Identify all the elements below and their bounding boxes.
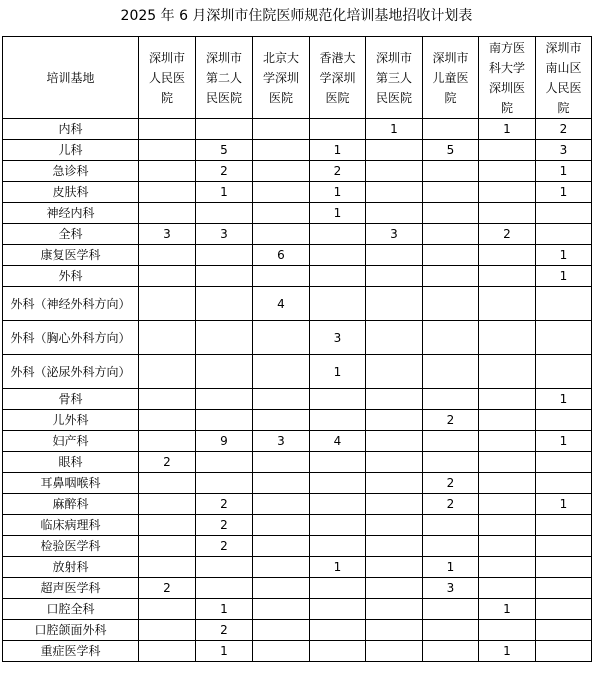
- quota-cell: 3: [423, 578, 479, 599]
- department-cell: 全科: [3, 224, 139, 245]
- quota-cell: 1: [479, 641, 536, 662]
- quota-cell: [366, 355, 423, 389]
- quota-cell: 1: [536, 494, 592, 515]
- quota-cell: [196, 452, 253, 473]
- quota-cell: [310, 599, 366, 620]
- quota-cell: 2: [423, 410, 479, 431]
- quota-cell: 2: [196, 515, 253, 536]
- quota-cell: [139, 431, 196, 452]
- table-row: [3, 620, 592, 641]
- quota-cell: [139, 389, 196, 410]
- quota-cell: [423, 245, 479, 266]
- quota-cell: 1: [536, 161, 592, 182]
- department-cell: 耳鼻咽喉科: [3, 473, 139, 494]
- quota-cell: [253, 119, 310, 140]
- quota-cell: [479, 182, 536, 203]
- quota-cell: [479, 557, 536, 578]
- quota-cell: [253, 578, 310, 599]
- quota-cell: [310, 410, 366, 431]
- quota-cell: [366, 557, 423, 578]
- quota-cell: [139, 515, 196, 536]
- quota-cell: [196, 557, 253, 578]
- table-row: [3, 389, 592, 410]
- table-row: [3, 557, 592, 578]
- table-row: [3, 431, 592, 452]
- quota-cell: 1: [536, 431, 592, 452]
- quota-cell: [253, 494, 310, 515]
- department-cell: 儿科: [3, 140, 139, 161]
- quota-cell: [253, 182, 310, 203]
- table-row: [3, 140, 592, 161]
- quota-cell: [536, 203, 592, 224]
- quota-cell: [310, 119, 366, 140]
- table-row: [3, 452, 592, 473]
- quota-cell: [479, 355, 536, 389]
- quota-cell: [366, 245, 423, 266]
- quota-cell: [366, 452, 423, 473]
- quota-cell: 1: [310, 140, 366, 161]
- table-body: [3, 119, 592, 662]
- hospital-header: 深圳市第三人民医院: [366, 37, 423, 119]
- quota-cell: [253, 203, 310, 224]
- quota-cell: [253, 452, 310, 473]
- quota-cell: [139, 620, 196, 641]
- table-row: [3, 224, 592, 245]
- department-cell: 神经内科: [3, 203, 139, 224]
- quota-cell: [366, 494, 423, 515]
- quota-cell: [423, 182, 479, 203]
- quota-cell: [196, 578, 253, 599]
- quota-cell: [479, 536, 536, 557]
- quota-cell: 2: [196, 494, 253, 515]
- department-cell: 皮肤科: [3, 182, 139, 203]
- quota-cell: [310, 578, 366, 599]
- quota-cell: [196, 203, 253, 224]
- quota-cell: [253, 266, 310, 287]
- quota-cell: [479, 578, 536, 599]
- table-row: [3, 473, 592, 494]
- quota-cell: [479, 410, 536, 431]
- quota-cell: [423, 599, 479, 620]
- quota-cell: [310, 224, 366, 245]
- department-cell: 内科: [3, 119, 139, 140]
- quota-cell: 1: [310, 355, 366, 389]
- quota-cell: [310, 641, 366, 662]
- quota-cell: [139, 321, 196, 355]
- quota-cell: [536, 224, 592, 245]
- table-row: [3, 287, 592, 321]
- department-cell: 口腔全科: [3, 599, 139, 620]
- quota-cell: 1: [536, 266, 592, 287]
- quota-cell: [139, 140, 196, 161]
- quota-cell: [366, 287, 423, 321]
- quota-cell: [366, 515, 423, 536]
- department-cell: 康复医学科: [3, 245, 139, 266]
- quota-cell: [479, 473, 536, 494]
- quota-cell: 1: [366, 119, 423, 140]
- department-cell: 临床病理科: [3, 515, 139, 536]
- quota-cell: 1: [310, 203, 366, 224]
- quota-cell: 4: [310, 431, 366, 452]
- quota-cell: [196, 266, 253, 287]
- hospital-header: 深圳市第二人民医院: [196, 37, 253, 119]
- quota-cell: [139, 473, 196, 494]
- document-title: 2025 年 6 月深圳市住院医师规范化培训基地招收计划表: [120, 8, 473, 24]
- quota-cell: [139, 287, 196, 321]
- quota-cell: [423, 641, 479, 662]
- quota-cell: [366, 161, 423, 182]
- table-row: [3, 641, 592, 662]
- quota-cell: [366, 266, 423, 287]
- quota-cell: [310, 536, 366, 557]
- quota-cell: [479, 452, 536, 473]
- quota-cell: [423, 287, 479, 321]
- quota-cell: [536, 355, 592, 389]
- department-cell: 外科（泌尿外科方向）: [3, 355, 139, 389]
- quota-cell: [253, 410, 310, 431]
- quota-cell: [366, 182, 423, 203]
- quota-cell: 2: [196, 161, 253, 182]
- quota-cell: [423, 266, 479, 287]
- quota-cell: [196, 355, 253, 389]
- quota-cell: 3: [310, 321, 366, 355]
- quota-cell: [423, 161, 479, 182]
- quota-cell: [423, 452, 479, 473]
- quota-cell: [139, 161, 196, 182]
- quota-cell: [139, 536, 196, 557]
- quota-cell: [536, 641, 592, 662]
- quota-cell: [423, 431, 479, 452]
- quota-cell: [310, 287, 366, 321]
- department-cell: 外科（胸心外科方向）: [3, 321, 139, 355]
- quota-cell: [253, 321, 310, 355]
- header-row: [3, 37, 592, 119]
- quota-cell: [253, 620, 310, 641]
- quota-cell: [479, 140, 536, 161]
- department-cell: 骨科: [3, 389, 139, 410]
- department-cell: 放射科: [3, 557, 139, 578]
- quota-cell: [479, 515, 536, 536]
- quota-cell: [310, 266, 366, 287]
- quota-cell: 1: [310, 557, 366, 578]
- table-row: [3, 578, 592, 599]
- quota-cell: 1: [196, 641, 253, 662]
- quota-cell: 3: [536, 140, 592, 161]
- quota-cell: [479, 321, 536, 355]
- quota-cell: [139, 203, 196, 224]
- quota-cell: [139, 245, 196, 266]
- quota-cell: [310, 452, 366, 473]
- quota-cell: [253, 389, 310, 410]
- table-row: [3, 245, 592, 266]
- quota-cell: [310, 620, 366, 641]
- quota-cell: 4: [253, 287, 310, 321]
- quota-cell: [139, 599, 196, 620]
- quota-cell: 2: [423, 473, 479, 494]
- quota-cell: 2: [423, 494, 479, 515]
- quota-cell: [423, 224, 479, 245]
- quota-cell: [310, 245, 366, 266]
- quota-cell: [366, 536, 423, 557]
- quota-cell: [196, 410, 253, 431]
- quota-cell: [139, 557, 196, 578]
- quota-cell: [479, 389, 536, 410]
- department-cell: 外科（神经外科方向）: [3, 287, 139, 321]
- quota-cell: [366, 578, 423, 599]
- table-row: [3, 494, 592, 515]
- table-row: [3, 515, 592, 536]
- quota-cell: [423, 620, 479, 641]
- quota-cell: [536, 557, 592, 578]
- quota-cell: [139, 119, 196, 140]
- quota-cell: 2: [310, 161, 366, 182]
- quota-cell: [423, 321, 479, 355]
- quota-cell: [253, 536, 310, 557]
- quota-cell: [253, 355, 310, 389]
- quota-cell: [196, 245, 253, 266]
- quota-cell: [536, 452, 592, 473]
- department-cell: 急诊科: [3, 161, 139, 182]
- quota-cell: [366, 203, 423, 224]
- hospital-header: 香港大学深圳医院: [310, 37, 366, 119]
- quota-cell: [310, 389, 366, 410]
- quota-cell: [479, 266, 536, 287]
- quota-cell: 1: [479, 119, 536, 140]
- quota-cell: [366, 473, 423, 494]
- quota-cell: [536, 620, 592, 641]
- quota-cell: [253, 557, 310, 578]
- quota-cell: [479, 245, 536, 266]
- hospital-header: 北京大学深圳医院: [253, 37, 310, 119]
- enrollment-plan-table: [2, 36, 592, 662]
- quota-cell: [536, 599, 592, 620]
- quota-cell: [196, 473, 253, 494]
- quota-cell: [423, 119, 479, 140]
- quota-cell: [253, 599, 310, 620]
- quota-cell: 1: [536, 389, 592, 410]
- quota-cell: [253, 224, 310, 245]
- quota-cell: [196, 119, 253, 140]
- department-cell: 眼科: [3, 452, 139, 473]
- quota-cell: [253, 641, 310, 662]
- quota-cell: 2: [139, 578, 196, 599]
- quota-cell: [253, 140, 310, 161]
- quota-cell: [139, 494, 196, 515]
- quota-cell: 2: [139, 452, 196, 473]
- quota-cell: [536, 410, 592, 431]
- quota-cell: [479, 431, 536, 452]
- department-cell: 麻醉科: [3, 494, 139, 515]
- quota-cell: [310, 515, 366, 536]
- quota-cell: 1: [423, 557, 479, 578]
- quota-cell: [366, 389, 423, 410]
- quota-cell: 5: [196, 140, 253, 161]
- quota-cell: [139, 266, 196, 287]
- quota-cell: [366, 410, 423, 431]
- quota-cell: 3: [253, 431, 310, 452]
- quota-cell: [479, 203, 536, 224]
- table-row: [3, 182, 592, 203]
- quota-cell: [139, 355, 196, 389]
- quota-cell: [139, 182, 196, 203]
- quota-cell: [253, 473, 310, 494]
- quota-cell: [479, 620, 536, 641]
- quota-cell: [366, 599, 423, 620]
- hospital-header: 深圳市南山区人民医院: [536, 37, 592, 119]
- quota-cell: [536, 515, 592, 536]
- quota-cell: [139, 641, 196, 662]
- quota-cell: 6: [253, 245, 310, 266]
- department-cell: 超声医学科: [3, 578, 139, 599]
- quota-cell: [196, 287, 253, 321]
- quota-cell: [139, 410, 196, 431]
- quota-cell: [536, 578, 592, 599]
- quota-cell: [253, 515, 310, 536]
- quota-cell: [536, 321, 592, 355]
- quota-cell: [423, 355, 479, 389]
- quota-cell: [423, 515, 479, 536]
- quota-cell: [423, 389, 479, 410]
- table-row: [3, 119, 592, 140]
- hospital-header: 深圳市人民医院: [139, 37, 196, 119]
- quota-cell: [536, 473, 592, 494]
- quota-cell: 3: [139, 224, 196, 245]
- quota-cell: 2: [196, 536, 253, 557]
- quota-cell: 1: [310, 182, 366, 203]
- table-row: [3, 599, 592, 620]
- table-row: [3, 161, 592, 182]
- department-cell: 外科: [3, 266, 139, 287]
- table-row: [3, 536, 592, 557]
- department-cell: 妇产科: [3, 431, 139, 452]
- corner-header: 培训基地: [3, 37, 139, 119]
- quota-cell: [253, 161, 310, 182]
- quota-cell: [536, 536, 592, 557]
- quota-cell: [479, 161, 536, 182]
- quota-cell: [310, 473, 366, 494]
- quota-cell: [423, 203, 479, 224]
- table-row: [3, 266, 592, 287]
- table-row: [3, 203, 592, 224]
- quota-cell: 2: [196, 620, 253, 641]
- quota-cell: [366, 321, 423, 355]
- quota-cell: 1: [479, 599, 536, 620]
- quota-cell: [536, 287, 592, 321]
- quota-cell: 9: [196, 431, 253, 452]
- table-row: [3, 321, 592, 355]
- hospital-header: 南方医科大学深圳医院: [479, 37, 536, 119]
- quota-cell: [196, 321, 253, 355]
- quota-cell: [196, 389, 253, 410]
- quota-cell: [366, 620, 423, 641]
- hospital-header: 深圳市儿童医院: [423, 37, 479, 119]
- table-row: [3, 410, 592, 431]
- quota-cell: 1: [536, 245, 592, 266]
- quota-cell: [423, 536, 479, 557]
- quota-cell: [479, 287, 536, 321]
- quota-cell: 2: [536, 119, 592, 140]
- quota-cell: 1: [536, 182, 592, 203]
- quota-cell: 1: [196, 599, 253, 620]
- quota-cell: 2: [479, 224, 536, 245]
- table-row: [3, 355, 592, 389]
- department-cell: 检验医学科: [3, 536, 139, 557]
- quota-cell: [479, 494, 536, 515]
- quota-cell: [366, 431, 423, 452]
- quota-cell: 3: [196, 224, 253, 245]
- department-cell: 儿外科: [3, 410, 139, 431]
- quota-cell: 1: [196, 182, 253, 203]
- department-cell: 口腔颌面外科: [3, 620, 139, 641]
- department-cell: 重症医学科: [3, 641, 139, 662]
- quota-cell: [366, 641, 423, 662]
- quota-cell: 3: [366, 224, 423, 245]
- quota-cell: 5: [423, 140, 479, 161]
- quota-cell: [310, 494, 366, 515]
- quota-cell: [366, 140, 423, 161]
